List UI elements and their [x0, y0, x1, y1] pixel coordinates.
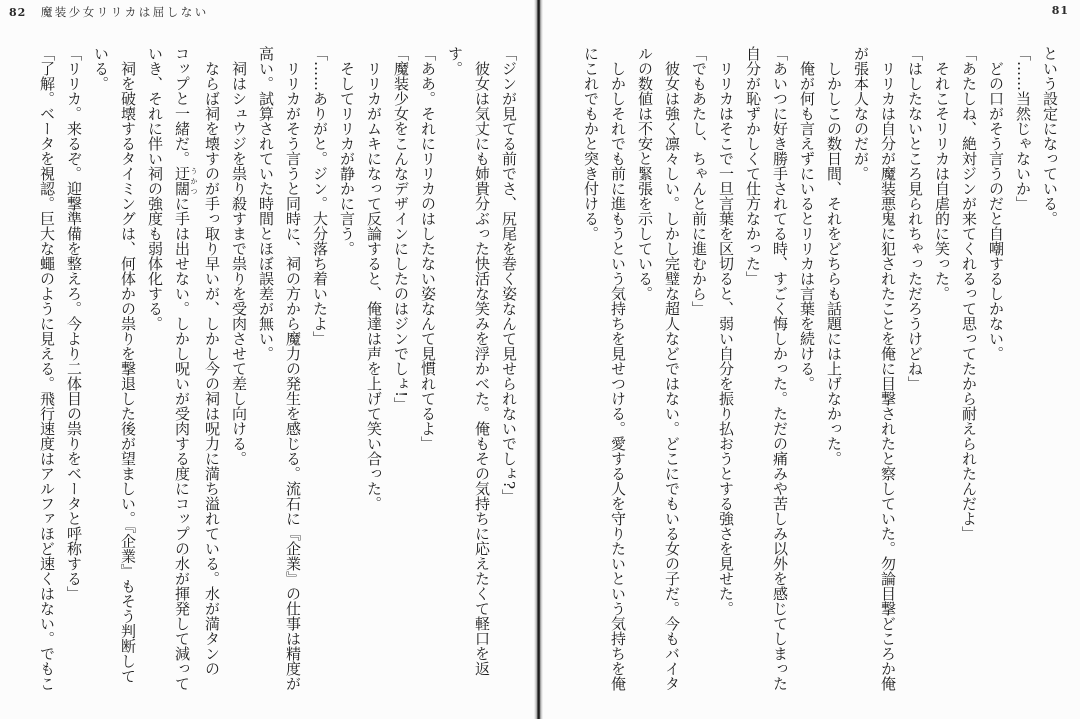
- page-gutter-divider: [534, 0, 543, 719]
- text-line: 高い。試算されていた時間とほぼ誤差が無い。: [257, 46, 275, 361]
- page-number-right: 81: [1051, 4, 1069, 17]
- text-line: どの口がそう言うのだと自嘲するしかない。: [987, 46, 1005, 361]
- text-line: 「ジンが見てる前でさ、尻尾を巻く姿なんて見せられないでしょ?」: [500, 46, 518, 505]
- text-line: 自分が恥ずかしくて仕方なかった」: [744, 46, 762, 286]
- text-line: いき、それに伴い祠の強度も弱体化する。: [146, 46, 164, 331]
- text-line: コップと一緒だ。迂闊 うかつに手は出せない。しかし呪いが受肉する度にコップの水が揮発して減って: [173, 46, 198, 691]
- text-line: 「あたしね、絶対ジンが来てくれるって思ってたから耐えられたんだよ」: [960, 46, 978, 541]
- text-line: 「でもあたし、ちゃんと前に進むから」: [690, 46, 708, 316]
- text-line: リリカがムキになって反論すると、俺達は声を上げて笑い合った。: [365, 46, 383, 511]
- text-line: 祠を破壊するタイミングは、何体かの祟りを撃退した後が望ましい。『企業』もそう判断して: [119, 46, 137, 684]
- page-left-header: [9, 4, 209, 20]
- text-line: いる。: [92, 46, 110, 91]
- running-title: 魔装少女リリカは屈しない: [40, 5, 209, 19]
- page-left[interactable]: [0, 0, 535, 719]
- text-line: 「ああ。それにリリカのはしたない姿なんて見慣れてるよ」: [419, 46, 437, 451]
- page-right-text: [577, 46, 1063, 712]
- page-right-header: [1052, 4, 1069, 17]
- text-line: 彼女は気丈にも姉貴分ぶった快活な笑みを浮かべた。俺もその気持ちに応えたくて軽口を返: [473, 46, 491, 676]
- page-right[interactable]: [543, 0, 1080, 719]
- text-line: 「……当然じゃないか」: [1014, 46, 1032, 211]
- text-line: リリカはそこで一旦言葉を区切ると、弱い自分を振り払おうとする強さを見せた。: [717, 46, 735, 616]
- text-line: しかしそれでも前に進もうという気持ちを見せつける。愛する人を守りたいという気持ちを俺: [609, 46, 627, 691]
- text-line: ならば祠を壊すのが手っ取り早いが、しかし今の祠は呪力に満ち溢れている。水が満タンの: [203, 46, 221, 676]
- text-line: しかしこの数日間、それをどちらも話題には上げなかった。: [825, 46, 843, 466]
- text-line: 彼女は強く凛々しい。しかし完璧な超人などではない。どこにでもいる女の子だ。今もバイタ: [663, 46, 681, 691]
- page-left-text: [33, 46, 522, 712]
- text-line: リリカがそう言うと同時に、祠の方から魔力の発生を感じる。流石に『企業』の仕事は精度が: [284, 46, 302, 691]
- text-line: 「了解。ベータを視認。巨大な蠅のように見える。飛行速度はアルファほど速くはない。でもこ: [38, 46, 56, 691]
- text-line: す。: [446, 46, 464, 76]
- text-line: 「魔装少女をこんなデザインにしたのはジンでしょ!」: [392, 46, 410, 413]
- text-line: ルの数値は不安と緊張を示している。: [636, 46, 654, 301]
- text-line: が張本人なのだが。: [852, 46, 870, 181]
- text-line: そしてリリカが静かに言う。: [338, 46, 356, 256]
- text-line: 「あいつに好き勝手されてる時、すごく悔しかった。ただの痛みや苦しみ以外を感じてしまった: [771, 46, 789, 691]
- text-line: 「リリカ。来るぞ。迎撃準備を整えろ。今より二体目の祟りをベータと呼称する」: [65, 46, 83, 601]
- text-line: にこれでもかと突き付ける。: [582, 46, 600, 241]
- text-line: 祠はシュウジを祟り殺すまで祟りを受肉させて差し向ける。: [230, 46, 248, 466]
- page-number-left: 82: [9, 6, 27, 19]
- text-line: リリカは自分が魔装悪鬼に犯されたことを俺に目撃されたと察していた。勿論目撃どころか俺: [879, 46, 897, 691]
- text-line: 「……ありがと。ジン。大分落ち着いたよ」: [311, 46, 329, 346]
- text-line: それこそリリカは自虐的に笑った。: [933, 46, 951, 301]
- text-line: 俺が何も言えずにいるとリリカは言葉を続ける。: [798, 46, 816, 391]
- text-line: という設定になっている。: [1041, 46, 1059, 226]
- text-line: 「はしたないところ見られちゃっただろうけどね」: [906, 46, 924, 391]
